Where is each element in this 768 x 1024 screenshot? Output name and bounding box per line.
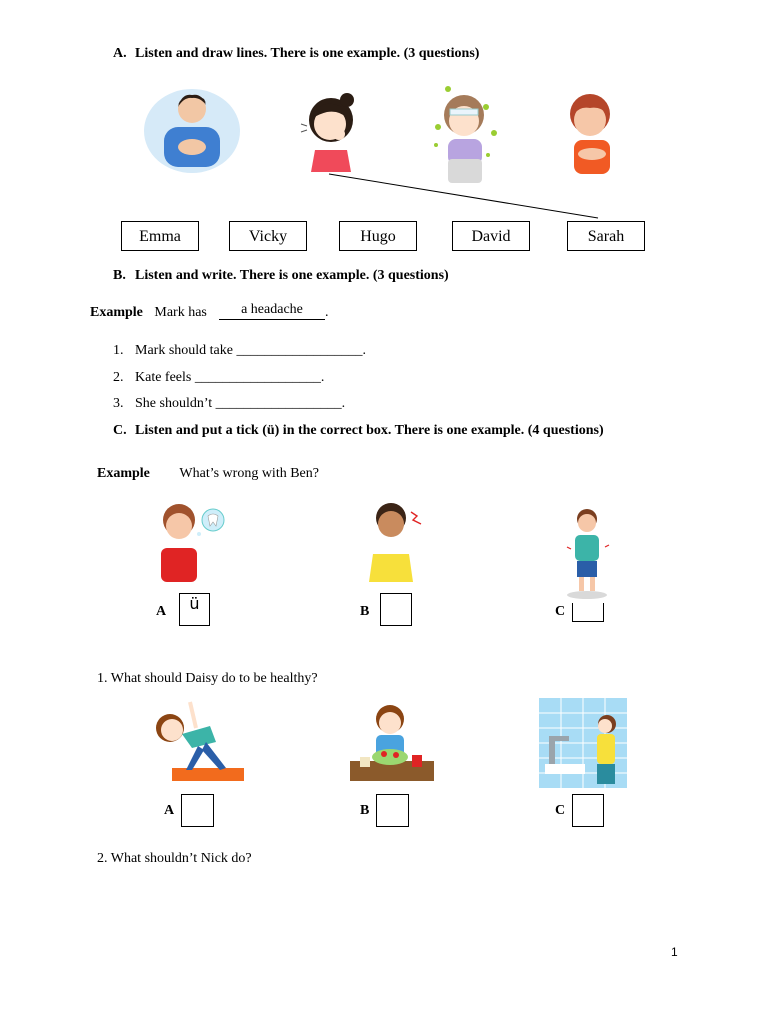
- section-c-title: Listen and put a tick (ü) in the correct box. There is one example. (4 questions): [135, 423, 604, 438]
- q1-option-c-label: C: [555, 803, 566, 818]
- name-box-sarah[interactable]: [567, 221, 645, 251]
- example-option-c-label: C: [555, 604, 566, 619]
- c-example-label: Example: [97, 466, 150, 481]
- q1-option-b-label: B: [360, 803, 370, 818]
- example-option-b-label: B: [360, 604, 370, 619]
- q1-option-b-box[interactable]: [376, 794, 409, 827]
- b-item-2-text[interactable]: Kate feels __________________.: [135, 370, 325, 385]
- example-tick-mark: ü: [189, 594, 200, 613]
- example-option-c-box[interactable]: [572, 603, 604, 622]
- page-number: 1: [671, 945, 678, 959]
- example-label: Example: [90, 305, 143, 320]
- q1-option-a-label: A: [164, 803, 175, 818]
- section-c-heading: [113, 423, 604, 439]
- example-option-a-label: A: [156, 604, 167, 619]
- example-text: Mark has: [154, 305, 207, 320]
- c-example-question: What’s wrong with Ben?: [179, 466, 319, 481]
- b-item-3-num: 3.: [113, 396, 124, 411]
- q1-option-a-box[interactable]: [181, 794, 214, 827]
- boy-stomach-picture: [561, 505, 615, 601]
- section-a-letter: A.: [113, 46, 127, 61]
- b-item-1: [113, 343, 366, 359]
- name-hugo: Hugo: [360, 228, 396, 245]
- q1-option-c-box[interactable]: [572, 794, 604, 827]
- section-b-heading: [113, 268, 449, 284]
- b-item-3-text[interactable]: She shouldn’t __________________.: [135, 396, 346, 411]
- b-item-2-num: 2.: [113, 370, 124, 385]
- c-question-1: 1. What should Daisy do to be healthy?: [97, 671, 318, 686]
- section-b-letter: B.: [113, 268, 126, 283]
- name-box-david[interactable]: [452, 221, 530, 251]
- example-option-a-box[interactable]: [179, 593, 210, 626]
- boy-headache-picture: [365, 498, 425, 584]
- section-c-example: [97, 466, 319, 482]
- b-item-1-num: 1.: [113, 343, 124, 358]
- name-box-hugo[interactable]: [339, 221, 417, 251]
- section-c-letter: C.: [113, 423, 127, 438]
- b-item-2: [113, 370, 324, 386]
- example-period: .: [325, 305, 329, 320]
- b-item-1-text[interactable]: Mark should take __________________.: [135, 343, 366, 358]
- name-box-vicky[interactable]: [229, 221, 307, 251]
- c-question-2: 2. What shouldn’t Nick do?: [97, 851, 252, 866]
- name-sarah: Sarah: [587, 228, 625, 245]
- boy-toothache-picture: [155, 498, 227, 584]
- girl-exercising-picture: [146, 698, 250, 786]
- section-b-title: Listen and write. There is one example. (3 questions): [135, 268, 449, 283]
- name-emma: Emma: [139, 228, 181, 245]
- section-b-example: [90, 305, 207, 321]
- girl-eating-salad-picture: [348, 699, 436, 785]
- example-option-b-box[interactable]: [380, 593, 412, 626]
- example-answer-line: [219, 302, 325, 320]
- section-a-title: Listen and draw lines. There is one example. (3 questions): [135, 46, 480, 61]
- girl-washing-hands-picture: [539, 698, 627, 788]
- name-vicky: Vicky: [248, 228, 288, 245]
- name-box-emma[interactable]: [121, 221, 199, 251]
- example-answer: a headache: [241, 302, 303, 317]
- name-david: David: [471, 228, 511, 245]
- b-item-3: [113, 396, 345, 412]
